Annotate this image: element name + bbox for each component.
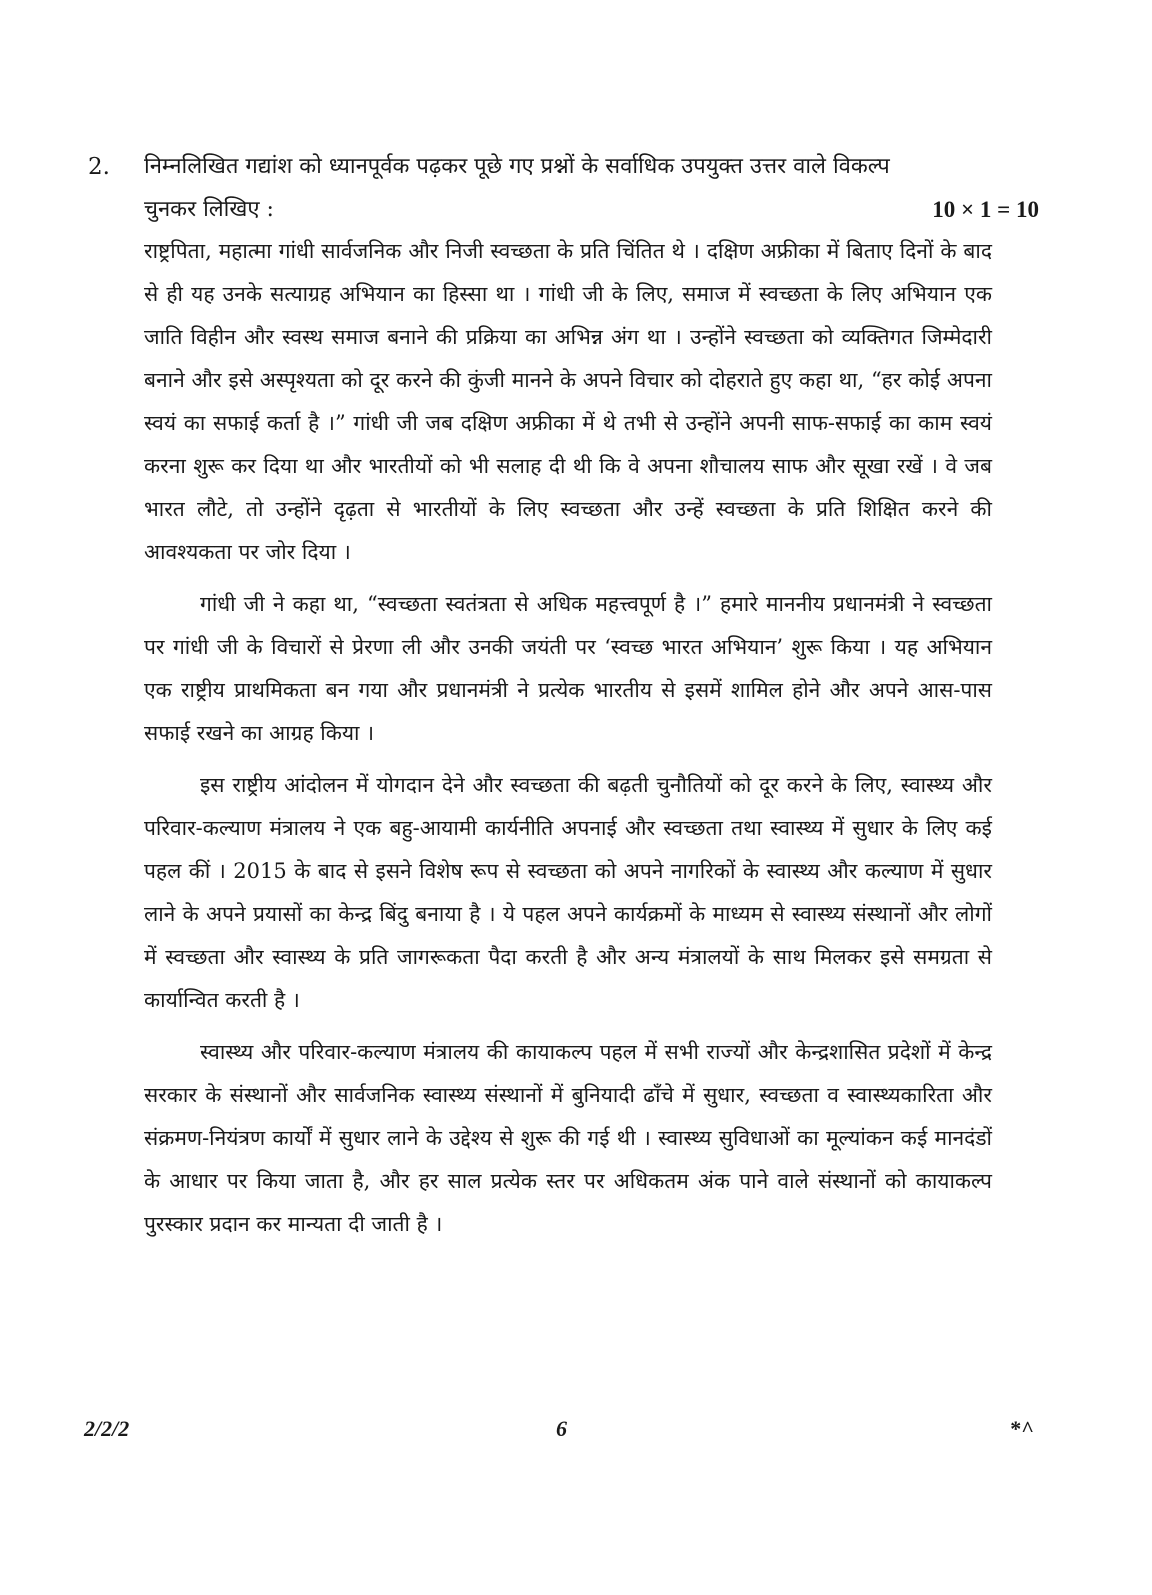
passage-paragraph-3: इस राष्ट्रीय आंदोलन में योगदान देने और स्वच्छता की बढ़ती चुनौतियों को दूर करने के लिए, स्वास्थ्य और परिवार-कल्याण मंत्रालय ने एक बहु-आयामी कार्यनीति अपनाई और स्वच्छता तथा स्वास्थ्य में सुधार के लिए कई पहल कीं । 2015 के बाद से इसने विशेष रूप से स्वच्छता को अपने नागरिकों के स्वास्थ्य और कल्याण में सुधार लाने के अपने प्रयासों का केन्द्र बिंदु बनाया है । ये पहल अपने कार्यक्रमों के माध्यम से स्वास्थ्य संस्थानों और लोगों में स्वच्छता और स्वास्थ्य के प्रति जागरूकता पैदा करती है और अन्य मंत्रालयों के साथ मिलकर इसे समग्रता से कार्यान्वित करती है । xyxy=(144,773,992,1012)
instruction-line-1: निम्नलिखित गद्यांश को ध्यानपूर्वक पढ़कर पूछे गए प्रश्नों के सर्वाधिक उपयुक्त उत्तर वाले विकल्प xyxy=(144,154,890,179)
passage xyxy=(144,230,992,1255)
question-instruction xyxy=(144,145,1039,231)
paper-code: 2/2/2 xyxy=(84,1416,130,1441)
page-number: 6 xyxy=(556,1416,567,1441)
page-footer xyxy=(0,1416,1152,1446)
instruction-line-2: चुनकर लिखिए : xyxy=(144,197,274,222)
footer-mark: *^ xyxy=(1010,1416,1034,1441)
question-number: 2. xyxy=(88,154,110,180)
marks-allocation: 10 × 1 = 10 xyxy=(932,197,1039,222)
passage-paragraph-4: स्वास्थ्य और परिवार-कल्याण मंत्रालय की कायाकल्प पहल में सभी राज्यों और केन्द्रशासित प्रदेशों में केन्द्र सरकार के संस्थानों और सार्वजनिक स्वास्थ्य संस्थानों में बुनियादी ढाँचे में सुधार, स्वच्छता व स्वास्थ्यकारिता और संक्रमण-नियंत्रण कार्यों में सुधार लाने के उद्देश्य से शुरू की गई थी । स्वास्थ्य सुविधाओं का मूल्यांकन कई मानदंडों के आधार पर किया जाता है, और हर साल प्रत्येक स्तर पर अधिकतम अंक पाने वाले संस्थानों को कायाकल्प पुरस्कार प्रदान कर मान्यता दी जाती है । xyxy=(144,1040,992,1236)
passage-paragraph-1: राष्ट्रपिता, महात्मा गांधी सार्वजनिक और निजी स्वच्छता के प्रति चिंतित थे । दक्षिण अफ्रीका में बिताए दिनों के बाद से ही यह उनके सत्याग्रह अभियान का हिस्सा था । गांधी जी के लिए, समाज में स्वच्छता के लिए अभियान एक जाति विहीन और स्वस्थ समाज बनाने की प्रक्रिया का अभिन्न अंग था । उन्होंने स्वच्छता को व्यक्तिगत जिम्मेदारी बनाने और इसे अस्पृश्यता को दूर करने की कुंजी मानने के अपने विचार को दोहराते हुए कहा था, “हर कोई अपना स्वयं का सफाई कर्ता है ।” गांधी जी जब दक्षिण अफ्रीका में थे तभी से उन्होंने अपनी साफ-सफाई का काम स्वयं करना शुरू कर दिया था और भारतीयों को भी सलाह दी थी कि वे अपना शौचालय साफ और सूखा रखें । वे जब भारत लौटे, तो उन्होंने दृढ़ता से भारतीयों के लिए स्वच्छता और उन्हें स्वच्छता के प्रति शिक्षित करने की आवश्यकता पर जोर दिया । xyxy=(144,239,992,564)
passage-paragraph-2: गांधी जी ने कहा था, “स्वच्छता स्वतंत्रता से अधिक महत्त्वपूर्ण है ।” हमारे माननीय प्रधानमंत्री ने स्वच्छता पर गांधी जी के विचारों से प्रेरणा ली और उनकी जयंती पर ‘स्वच्छ भारत अभियान’ शुरू किया । यह अभियान एक राष्ट्रीय प्राथमिकता बन गया और प्रधानमंत्री ने प्रत्येक भारतीय से इसमें शामिल होने और अपने आस-पास सफाई रखने का आग्रह किया । xyxy=(144,592,992,745)
